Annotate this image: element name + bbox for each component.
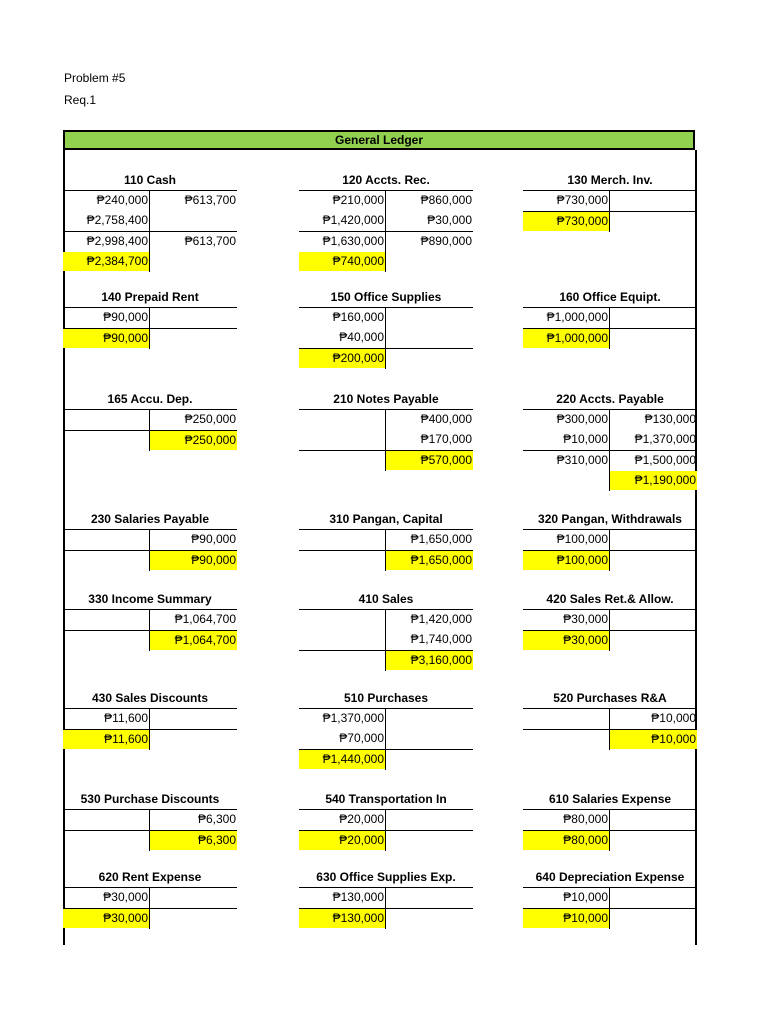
debit-entry: ₱2,758,400 [86, 213, 148, 227]
debit-entry: ₱210,000 [332, 193, 384, 207]
account-title: 410 Sales [358, 592, 414, 606]
credit-entry: ₱170,000 [420, 432, 472, 446]
debit-entry: ₱100,000 [556, 532, 608, 546]
account-balance: ₱1,440,000 [299, 750, 385, 769]
account-center-rule [149, 609, 150, 651]
credit-entry: ₱1,370,000 [634, 432, 696, 446]
account-title: 520 Purchases R&A [553, 691, 667, 705]
account-title: 430 Sales Discounts [91, 691, 209, 705]
account-title: 220 Accts. Payable [556, 392, 664, 406]
credit-entry: ₱1,650,000 [410, 532, 472, 546]
requirement-label: Req.1 [64, 93, 97, 107]
account-title: 630 Office Supplies Exp. [316, 870, 456, 884]
debit-entry: ₱40,000 [339, 330, 384, 344]
account-title: 530 Purchase Discounts [80, 792, 220, 806]
account-title: 140 Prepaid Rent [101, 290, 199, 304]
account-center-rule [385, 809, 386, 851]
credit-entry: ₱250,000 [184, 412, 236, 426]
account-title: 165 Accu. Dep. [107, 392, 193, 406]
account-balance: ₱30,000 [523, 631, 609, 650]
problem-label: Problem #5 [64, 71, 126, 85]
account-title: 620 Rent Expense [98, 870, 202, 884]
account-center-rule [385, 887, 386, 929]
account-center-rule [609, 190, 610, 232]
account-balance: ₱200,000 [299, 349, 385, 368]
debit-entry: ₱80,000 [563, 812, 608, 826]
account-center-rule [385, 708, 386, 770]
account-center-rule [385, 409, 386, 471]
account-center-rule [609, 409, 610, 491]
account-balance: ₱1,190,000 [610, 471, 697, 490]
account-title: 110 Cash [123, 173, 177, 187]
account-balance: ₱3,160,000 [386, 651, 473, 670]
account-balance: ₱30,000 [63, 909, 149, 928]
account-center-rule [385, 190, 386, 272]
account-center-rule [149, 190, 150, 272]
account-balance: ₱6,300 [150, 831, 237, 850]
debit-entry: ₱70,000 [339, 731, 384, 745]
credit-total: ₱613,700 [184, 234, 236, 248]
debit-entry: ₱300,000 [556, 412, 608, 426]
account-title: 150 Office Supplies [330, 290, 442, 304]
account-title: 610 Salaries Expense [548, 792, 672, 806]
account-balance: ₱11,600 [63, 730, 149, 749]
account-center-rule [609, 307, 610, 349]
debit-entry: ₱10,000 [563, 890, 608, 904]
debit-entry: ₱160,000 [332, 310, 384, 324]
credit-entry: ₱1,064,700 [174, 612, 236, 626]
account-title: 230 Salaries Payable [90, 512, 210, 526]
account-balance: ₱130,000 [299, 909, 385, 928]
credit-entry: ₱1,420,000 [410, 612, 472, 626]
credit-entry: ₱1,740,000 [410, 632, 472, 646]
credit-entry: ₱400,000 [420, 412, 472, 426]
credit-entry: ₱10,000 [651, 711, 696, 725]
account-balance: ₱100,000 [523, 551, 609, 570]
account-balance: ₱2,384,700 [63, 252, 149, 271]
account-center-rule [149, 708, 150, 750]
account-title: 330 Income Summary [88, 592, 212, 606]
account-balance: ₱90,000 [150, 551, 237, 570]
debit-entry: ₱1,000,000 [546, 310, 608, 324]
debit-entry: ₱730,000 [556, 193, 608, 207]
account-balance: ₱250,000 [150, 431, 237, 450]
debit-total: ₱310,000 [556, 453, 608, 467]
debit-entry: ₱10,000 [563, 432, 608, 446]
account-balance: ₱10,000 [610, 730, 697, 749]
account-center-rule [609, 609, 610, 651]
account-center-rule [385, 307, 386, 369]
account-title: 130 Merch. Inv. [567, 173, 653, 187]
debit-entry: ₱90,000 [103, 310, 148, 324]
credit-entry: ₱130,000 [644, 412, 696, 426]
credit-entry: ₱860,000 [420, 193, 472, 207]
account-center-rule [385, 609, 386, 671]
account-center-rule [609, 809, 610, 851]
account-title: 510 Purchases [343, 691, 429, 705]
credit-total: ₱1,500,000 [634, 453, 696, 467]
account-title: 310 Pangan, Capital [329, 512, 443, 526]
account-balance: ₱730,000 [523, 212, 609, 231]
account-balance: ₱20,000 [299, 831, 385, 850]
account-center-rule [385, 529, 386, 571]
account-center-rule [149, 409, 150, 451]
account-balance: ₱90,000 [63, 329, 149, 348]
account-title: 420 Sales Ret.& Allow. [546, 592, 674, 606]
account-balance: ₱1,650,000 [386, 551, 473, 570]
credit-entry: ₱613,700 [184, 193, 236, 207]
debit-entry: ₱1,370,000 [322, 711, 384, 725]
debit-total: ₱1,630,000 [322, 234, 384, 248]
account-center-rule [149, 307, 150, 349]
credit-entry: ₱6,300 [197, 812, 236, 826]
debit-entry: ₱1,420,000 [322, 213, 384, 227]
account-title: 120 Accts. Rec. [342, 173, 430, 187]
account-title: 210 Notes Payable [333, 392, 439, 406]
credit-entry: ₱90,000 [191, 532, 236, 546]
credit-entry: ₱30,000 [427, 213, 472, 227]
account-balance: ₱570,000 [386, 451, 473, 470]
account-balance: ₱10,000 [523, 909, 609, 928]
credit-total: ₱890,000 [420, 234, 472, 248]
debit-entry: ₱30,000 [103, 890, 148, 904]
account-title: 640 Depreciation Expense [535, 870, 685, 884]
debit-entry: ₱130,000 [332, 890, 384, 904]
account-balance: ₱1,000,000 [523, 329, 609, 348]
account-center-rule [609, 708, 610, 750]
debit-total: ₱2,998,400 [86, 234, 148, 248]
account-balance: ₱1,064,700 [150, 631, 237, 650]
account-balance: ₱80,000 [523, 831, 609, 850]
account-title: 160 Office Equipt. [559, 290, 661, 304]
debit-entry: ₱20,000 [339, 812, 384, 826]
account-title: 540 Transportation In [325, 792, 447, 806]
account-balance: ₱740,000 [299, 252, 385, 271]
ledger-frame-right [695, 150, 697, 945]
account-center-rule [149, 887, 150, 929]
account-title: 320 Pangan, Withdrawals [538, 512, 682, 526]
general-ledger-title: General Ledger [63, 130, 695, 150]
account-center-rule [149, 809, 150, 851]
debit-entry: ₱11,600 [104, 711, 148, 725]
account-center-rule [609, 529, 610, 571]
account-center-rule [609, 887, 610, 929]
debit-entry: ₱240,000 [96, 193, 148, 207]
account-center-rule [149, 529, 150, 571]
debit-entry: ₱30,000 [563, 612, 608, 626]
